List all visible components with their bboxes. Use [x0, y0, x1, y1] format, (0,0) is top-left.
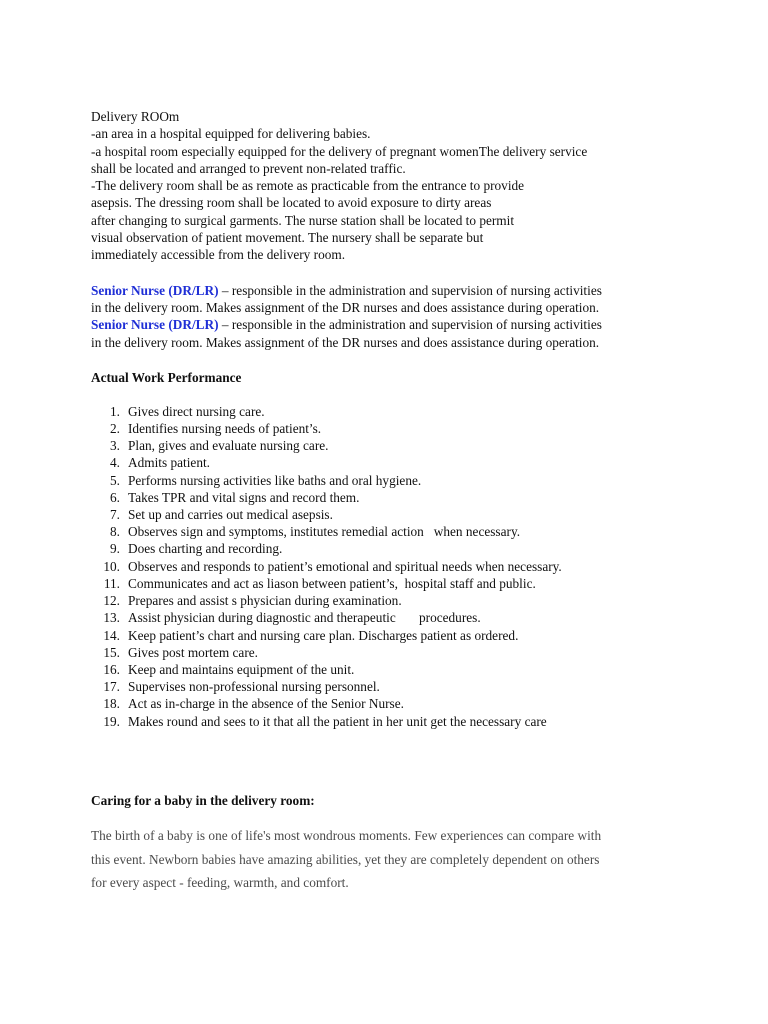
baby-care-line: for every aspect - feeding, warmth, and comfort.	[91, 875, 349, 890]
baby-care-line: this event. Newborn babies have amazing abilities, yet they are completely dependent on others	[91, 851, 600, 867]
list-item: 13. Assist physician during diagnostic and therapeutic procedures.	[103, 610, 481, 626]
role-description: – responsible in the administration and supervision of nursing activities	[218, 317, 602, 333]
list-item: 10. Observes and responds to patient’s emotional and spiritual needs when necessary.	[103, 558, 562, 574]
work-performance-list	[91, 403, 731, 730]
list-item: 7. Set up and carries out medical asepsis.	[110, 507, 333, 523]
document-page	[91, 108, 731, 730]
list-item: 17. Supervises non-professional nursing personnel.	[103, 679, 380, 695]
intro-line: after changing to surgical garments. The nurse station shall be located to permit	[91, 212, 515, 228]
list-item: 9. Does charting and recording.	[110, 541, 283, 557]
list-item: 16. Keep and maintains equipment of the unit.	[103, 661, 355, 677]
spacer	[91, 809, 731, 824]
list-item: 4. Admits patient.	[110, 455, 210, 471]
role-title: Senior Nurse (DR/LR)	[91, 317, 219, 333]
spacer	[91, 386, 731, 403]
list-item: 15. Gives post mortem care.	[103, 644, 258, 660]
spacer	[91, 351, 731, 369]
list-item: 5. Performs nursing activities like baths and oral hygiene.	[110, 472, 422, 488]
intro-line: shall be located and arranged to prevent non-related traffic.	[91, 160, 406, 176]
role-paragraph	[91, 316, 731, 333]
list-item: 3. Plan, gives and evaluate nursing care.	[110, 438, 329, 454]
list-item: 18. Act as in-charge in the absence of the Senior Nurse.	[103, 696, 404, 712]
intro-line: -an area in a hospital equipped for delivering babies.	[91, 126, 371, 142]
list-item: 12. Prepares and assist s physician during examination.	[103, 593, 402, 609]
baby-care-line: The birth of a baby is one of life's most wondrous moments. Few experiences can compare with	[91, 828, 602, 843]
role-title: Senior Nurse (DR/LR)	[91, 282, 219, 298]
role-description-line: in the delivery room. Makes assignment of the DR nurses and does assistance during operation.	[91, 299, 600, 315]
intro-line: visual observation of patient movement. The nursery shall be separate but	[91, 230, 484, 246]
work-performance-heading: Actual Work Performance	[91, 369, 242, 385]
role-paragraph	[91, 282, 731, 299]
list-item: 14. Keep patient’s chart and nursing care plan. Discharges patient as ordered.	[103, 627, 519, 643]
intro-title: Delivery ROOm	[91, 109, 180, 124]
intro-line: asepsis. The dressing room shall be located to avoid exposure to dirty areas	[91, 195, 492, 211]
baby-care-section	[91, 792, 731, 895]
list-item: 19. Makes round and sees to it that all the patient in her unit get the necessary care	[103, 713, 547, 729]
role-description-line: in the delivery room. Makes assignment of the DR nurses and does assistance during operation.	[91, 334, 600, 350]
list-item: 11. Communicates and act as liason between patient’s, hospital staff and public.	[103, 575, 536, 591]
intro-line: immediately accessible from the delivery room.	[91, 247, 346, 263]
spacer	[91, 264, 731, 282]
list-item: 2. Identifies nursing needs of patient’s.	[110, 421, 322, 437]
intro-line: -The delivery room shall be as remote as practicable from the entrance to provide	[91, 178, 525, 194]
list-item: 6. Takes TPR and vital signs and record them.	[110, 489, 360, 505]
intro-line: -a hospital room especially equipped for the delivery of pregnant womenThe delivery service	[91, 143, 588, 159]
baby-care-heading: Caring for a baby in the delivery room:	[91, 793, 315, 808]
role-description: – responsible in the administration and supervision of nursing activities	[218, 282, 602, 298]
list-item: 1. Gives direct nursing care.	[110, 403, 265, 419]
list-item: 8. Observes sign and symptoms, institutes remedial action when necessary.	[110, 524, 521, 540]
